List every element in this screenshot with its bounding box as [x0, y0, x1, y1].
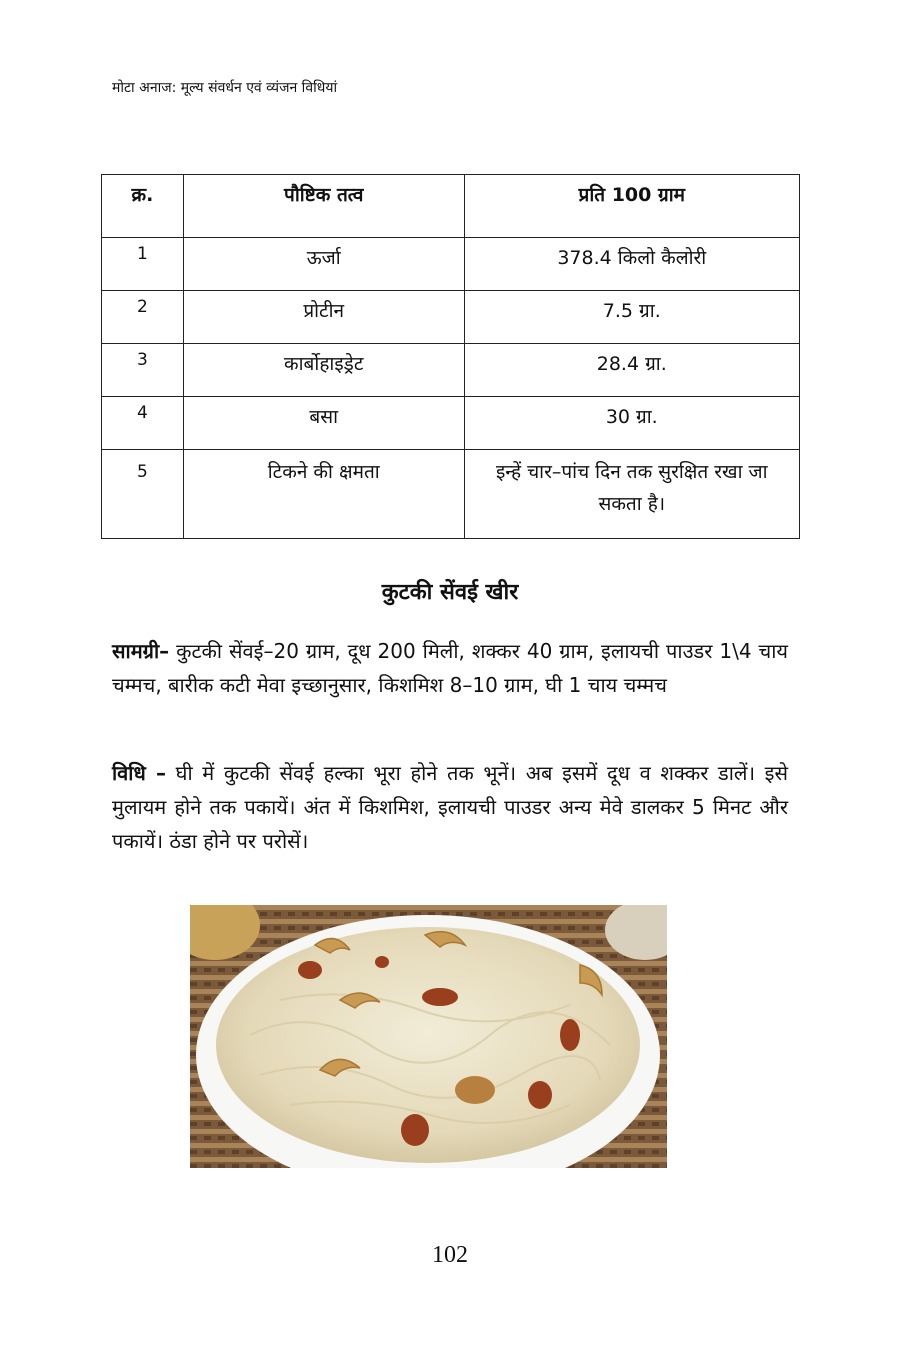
- ingredients-text: कुटकी सेंवई–20 ग्राम, दूध 200 मिली, शक्कर 40 ग्राम, इलायची पाउडर 1\4 चाय चम्मच, बारीक कटी मेवा इच्छानुसार, किशमिश 8–10 ग्राम, घी 1 चाय चम्मच: [112, 639, 788, 697]
- table-row: [102, 397, 800, 450]
- column-header-per-100g: प्रति 100 ग्राम: [464, 175, 799, 238]
- table-row: [102, 344, 800, 397]
- column-header-nutrient: पौष्टिक तत्व: [183, 175, 464, 238]
- table-row: [102, 450, 800, 539]
- nutrient-cell: बसा: [183, 397, 464, 450]
- table-header-row: [102, 175, 800, 238]
- nutrient-cell: प्रोटीन: [183, 291, 464, 344]
- value-cell: 28.4 ग्रा.: [464, 344, 799, 397]
- nutrient-cell: कार्बोहाइड्रेट: [183, 344, 464, 397]
- method-text: घी में कुटकी सेंवई हल्का भूरा होने तक भूनें। अब इसमें दूध व शक्कर डालें। इसे मुलायम होने तक पकायें। अंत में किशमिश, इलायची पाउडर अन्य मेवे डालकर 5 मिनट और पकायें। ठंडा होने पर परोसें।: [112, 761, 789, 853]
- running-header: मोटा अनाज: मूल्य संवर्धन एवं व्यंजन विधियां: [112, 80, 338, 96]
- serial-cell: 3: [102, 344, 184, 397]
- value-cell: 30 ग्रा.: [464, 397, 799, 450]
- ingredients-label: सामग्री–: [112, 639, 170, 663]
- kheer-photo: [190, 905, 667, 1168]
- table-row: [102, 238, 800, 291]
- serial-cell: 2: [102, 291, 184, 344]
- serial-cell: 4: [102, 397, 184, 450]
- value-cell: 7.5 ग्रा.: [464, 291, 799, 344]
- recipe-title: कुटकी सेंवई खीर: [381, 580, 519, 605]
- page-number: 102: [432, 1242, 468, 1268]
- nutrition-table: [101, 174, 800, 539]
- serial-cell: 5: [102, 450, 184, 539]
- method-label: विधि –: [112, 761, 167, 785]
- value-cell: इन्हें चार–पांच दिन तक सुरक्षित रखा जा सकता है।: [464, 450, 799, 539]
- serial-cell: 1: [102, 238, 184, 291]
- table-row: [102, 291, 800, 344]
- nutrient-cell: टिकने की क्षमता: [183, 450, 464, 539]
- column-header-serial: क्र.: [102, 175, 184, 238]
- ingredients-paragraph: [112, 634, 788, 702]
- method-paragraph: [112, 756, 788, 858]
- nutrient-cell: ऊर्जा: [183, 238, 464, 291]
- value-cell: 378.4 किलो कैलोरी: [464, 238, 799, 291]
